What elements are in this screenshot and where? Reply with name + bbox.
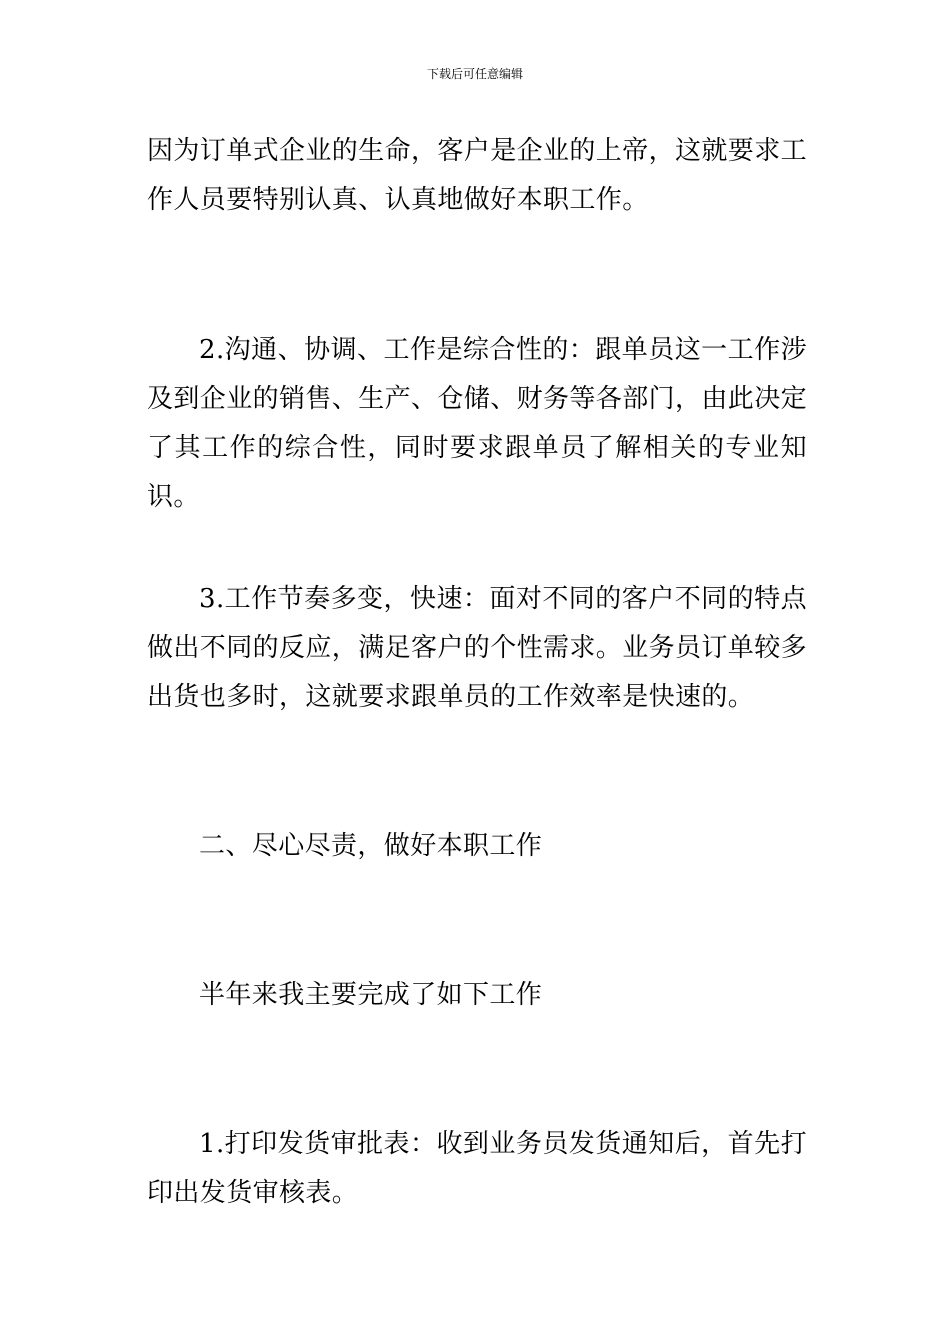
- paragraph-work-rhythm: 3.工作节奏多变，快速：面对不同的客户不同的特点做出不同的反应，满足客户的个性需求。业务员订单较多出货也多时，这就要求跟单员的工作效率是快速的。: [147, 584, 808, 712]
- paragraph-order-enterprise: 因为订单式企业的生命，客户是企业的上帝，这就要求工作人员要特别认真、认真地做好本职工作。: [147, 136, 808, 215]
- section-heading-duties: 二、尽心尽责，做好本职工作: [199, 831, 543, 861]
- page-header-note: 下载后可任意编辑: [426, 67, 523, 81]
- paragraph-communication-coordination: 2.沟通、协调、工作是综合性的：跟单员这一工作涉及到企业的销售、生产、仓储、财务等各部门，由此决定了其工作的综合性，同时要求跟单员了解相关的专业知识。: [147, 335, 808, 512]
- paragraph-print-approval-form: 1.打印发货审批表：收到业务员发货通知后，首先打印出发货审核表。: [147, 1129, 807, 1208]
- paragraph-half-year-intro: 半年来我主要完成了如下工作: [199, 980, 543, 1010]
